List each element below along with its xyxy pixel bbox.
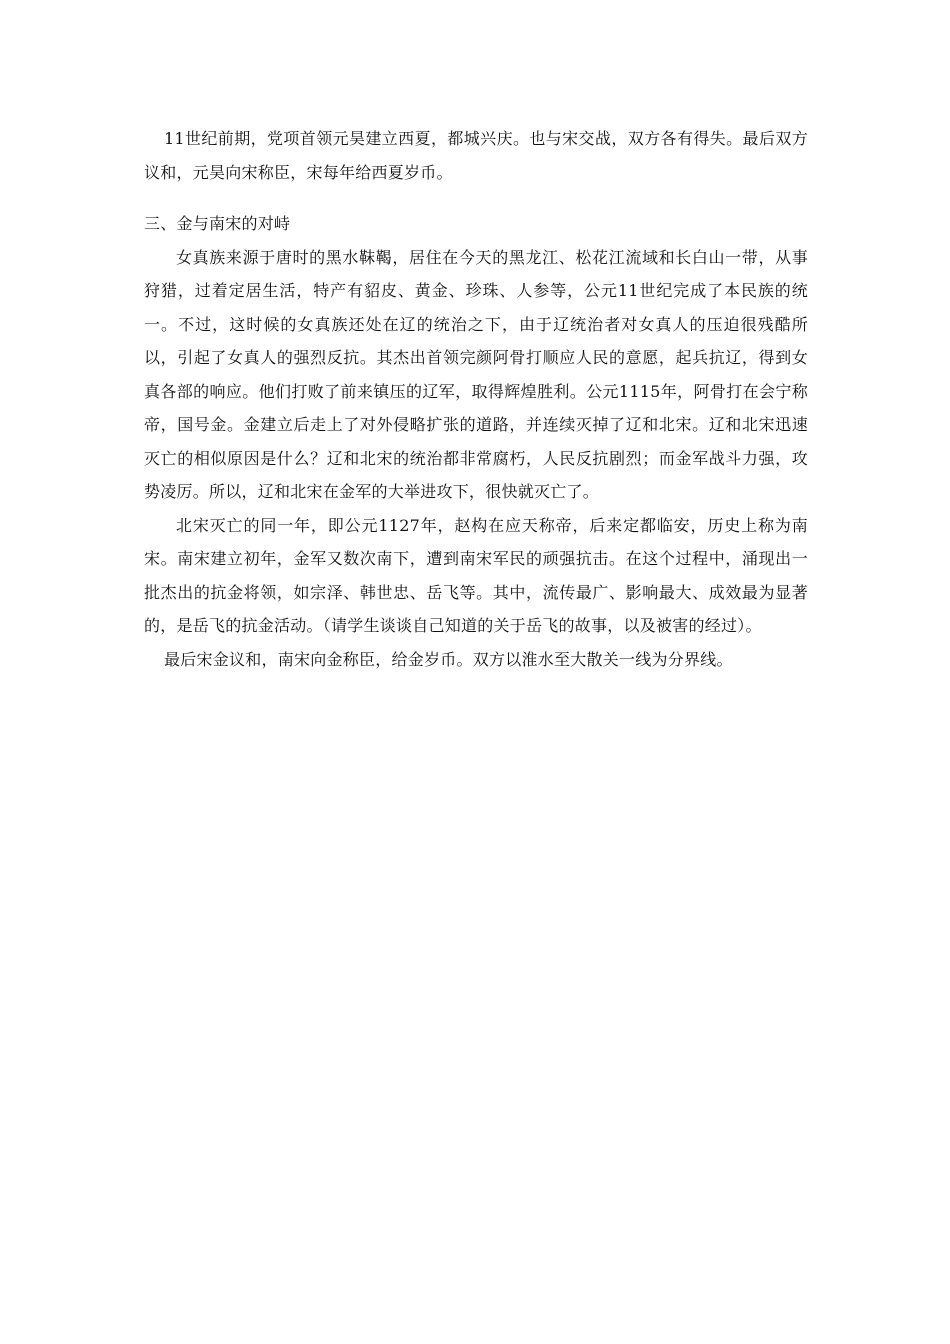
paragraph-southern-song: 北宋灭亡的同一年，即公元1127年，赵构在应天称帝，后来定都临安，历史上称为南宋。南宋建立初年，金军又数次南下，遭到南宋军民的顽强抗击。在这个过程中，涌现出一批杰出的抗金将领，如宗泽、韩世忠、岳飞等。其中，流传最广、影响最大、成效最为显著的，是岳飞的抗金活动。（请学生谈谈自己知道的关于岳飞的故事，以及被害的经过）。: [144, 515, 808, 635]
paragraph-peace-treaty: 最后宋金议和，南宋向金称臣，给金岁币。双方以淮水至大散关一线为分界线。: [164, 649, 733, 669]
paragraph-jurchen: 女真族来源于唐时的黑水靺鞨，居住在今天的黑龙江、松花江流域和长白山一带，从事狩猎，过着定居生活，特产有貂皮、黄金、珍珠、人参等，公元11世纪完成了本民族的统一。不过，这时候的女真族还处在辽的统治之下，由于辽统治者对女真人的压迫很残酷所以，引起了女真人的强烈反抗。其杰出首领完颜阿骨打顺应人民的意愿，起兵抗辽，得到女真各部的响应。他们打败了前来镇压的辽军，取得辉煌胜利。公元1115年，阿骨打在会宁称帝，国号金。金建立后走上了对外侵略扩张的道路，并连续灭掉了辽和北宋。辽和北宋迅速灭亡的相似原因是什么？辽和北宋的统治都非常腐朽，人民反抗剧烈；而金军战斗力强，攻势凌厉。所以，辽和北宋在金军的大举进攻下，很快就灭亡了。: [144, 247, 808, 501]
document-body: [144, 122, 808, 676]
section-heading-jin-southern-song: 三、金与南宋的对峙: [144, 214, 291, 233]
paragraph-western-xia: 11世纪前期，党项首领元昊建立西夏，都城兴庆。也与宋交战，双方各有得失。最后双方议和，元昊向宋称臣，宋每年给西夏岁币。: [144, 129, 808, 182]
